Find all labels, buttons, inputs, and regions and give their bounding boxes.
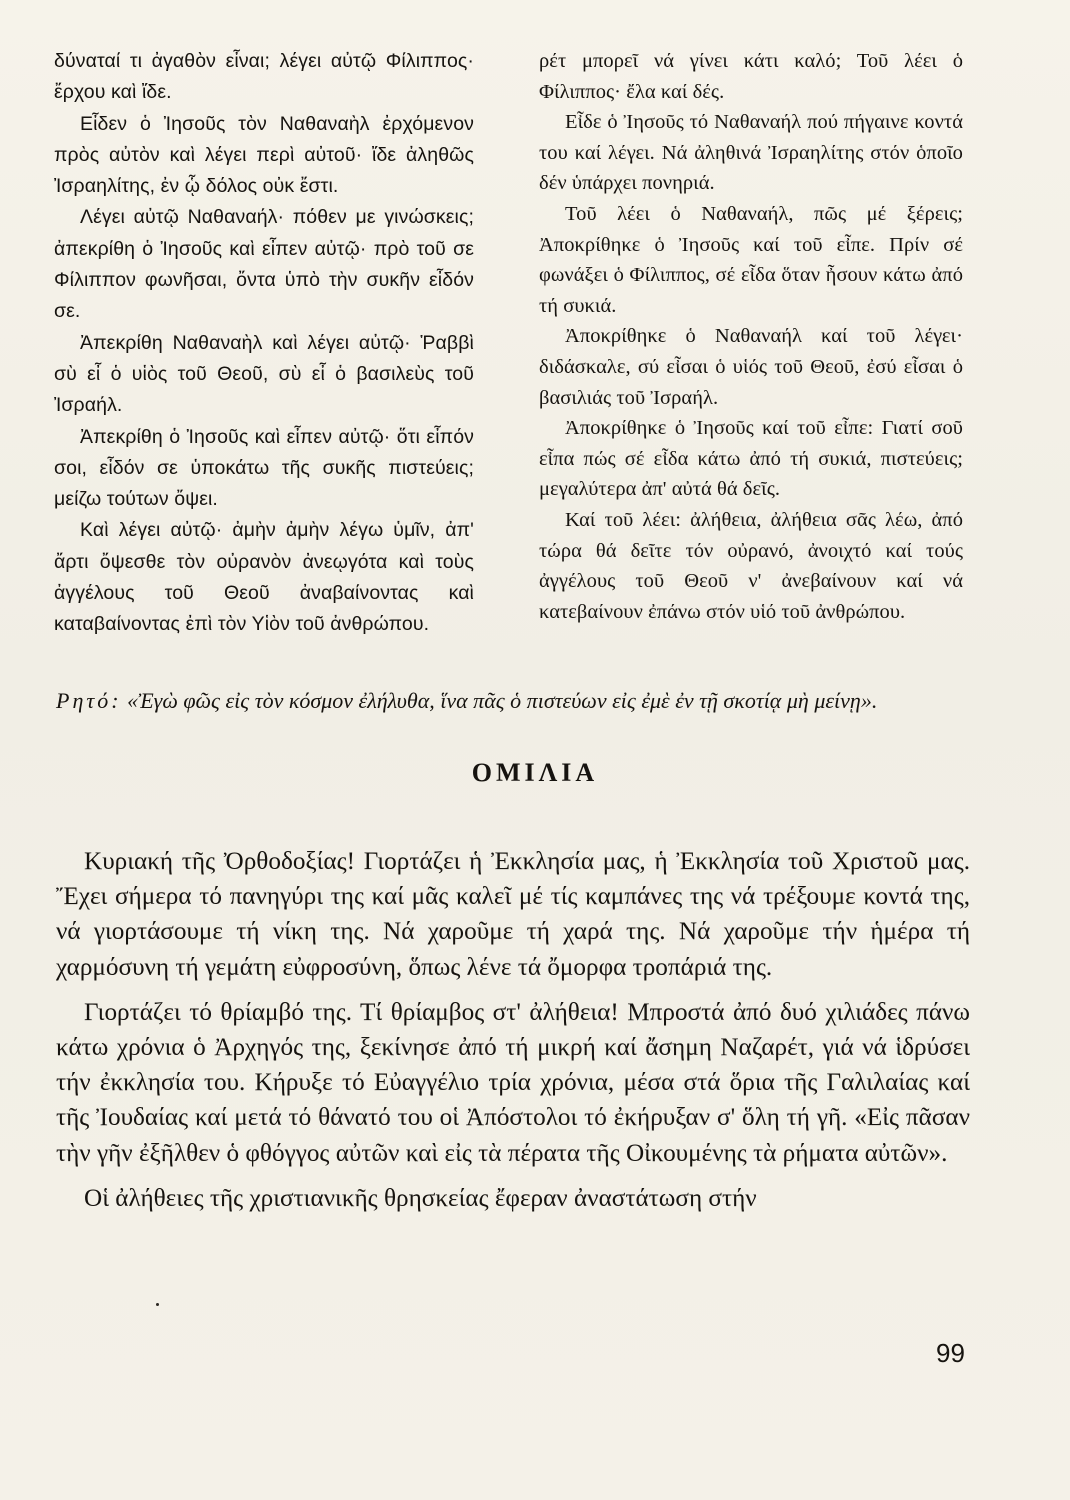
left-paragraph-5: Ἀπεκρίθη ὁ Ἰησοῦς καὶ εἶπεν αὐτῷ· ὅτι εἶπόν σοι, εἶδόν σε ὑποκάτω τῆς συκῆς πιστεύεις; μείζω τούτων ὄψει. (54, 425, 474, 511)
quote-block (56, 684, 956, 718)
left-paragraph-6: Καὶ λέγει αὐτῷ· ἀμὴν ἀμὴν λέγω ὑμῖν, ἀπ' ἄρτι ὄψεσθε τὸν οὐρανὸν ἀνεῳγότα καὶ τοὺς ἀγγέλους τοῦ Θεοῦ ἀναβαίνοντας καὶ καταβαίνοντας ἐπὶ τὸν Υἱὸν τοῦ ἀνθρώπου. (54, 519, 474, 636)
right-column-translation (539, 46, 963, 627)
right-paragraph-3: Τοῦ λέει ὁ Ναθαναήλ, πῶς μέ ξέρεις; Ἀποκρίθηκε ὁ Ἰησοῦς καί τοῦ εἶπε. Πρίν σέ φωνάξει ὁ Φίλιππος, σέ εἶδα ὅταν ἦσουν κάτω ἀπό τή συκιά. (539, 202, 963, 317)
left-paragraph-3: Λέγει αὐτῷ Ναθαναήλ· πόθεν με γινώσκεις; ἀπεκρίθη ὁ Ἰησοῦς καὶ εἶπεν αὐτῷ· πρὸ τοῦ σε Φίλιππον φωνῆσαι, ὄντα ὑπὸ τὴν συκῆν εἶδόν σε. (54, 206, 474, 323)
homily-body (56, 844, 970, 1226)
left-column-original-text (54, 46, 474, 641)
page-number: 99 (936, 1338, 965, 1368)
quote-text: «Ἐγὼ φῶς εἰς τὸν κόσμον ἐλήλυθα, ἵνα πᾶς ὁ πιστεύων εἰς ἐμὲ ἐν τῇ σκοτίᾳ μὴ μείνῃ». (127, 688, 878, 713)
parallel-text-columns (54, 46, 974, 666)
print-speck (156, 1303, 159, 1306)
quote-label: Ρητό: (56, 688, 122, 713)
left-paragraph-4: Ἀπεκρίθη Ναθαναὴλ καὶ λέγει αὐτῷ· Ῥαββὶ σὺ εἶ ὁ υἱὸς τοῦ Θεοῦ, σὺ εἶ ὁ βασιλεὺς τοῦ Ἰσραήλ. (54, 331, 474, 417)
homily-paragraph-2: Γιορτάζει τό θρίαμβό της. Τί θρίαμβος στ' ἀλήθεια! Μπροστά ἀπό δυό χιλιάδες πάνω κάτω χρόνια ὁ Ἀρχηγός της, ξεκίνησε ἀπό τή μικρή καί ἄσημη Ναζαρέτ, γιά νά ἱδρύσει τήν ἐκκλησία του. Κήρυξε τό Εὐαγγέλιο τρία χρόνια, μέσα στά ὅρια τῆς Γαλιλαίας καί τῆς Ἰουδαίας καί μετά τό θάνατό του οἱ Ἀπόστολοι τό ἐκήρυξαν σ' ὅλη τή γῆ. «Εἰς πᾶσαν τὴν γῆν ἐξῆλθεν ὁ φθόγγος αὐτῶν καὶ εἰς τὰ πέρατα τῆς Οἰκουμένης τὰ ρήματα αὐτῶν». (56, 998, 970, 1167)
right-paragraph-4: Ἀποκρίθηκε ὁ Ναθαναήλ καί τοῦ λέγει· διδάσκαλε, σύ εἶσαι ὁ υἱός τοῦ Θεοῦ, ἐσύ εἶσαι ὁ βασιλιάς τοῦ Ἰσραήλ. (539, 325, 963, 409)
right-paragraph-6: Καί τοῦ λέει: ἀλήθεια, ἀλήθεια σᾶς λέω, ἀπό τώρα θά δεῖτε τόν οὐρανό, ἀνοιχτό καί τούς ἀγγέλους τοῦ Θεοῦ ν' ἀνεβαίνουν καί νά κατεβαίνουν ἐπάνω στόν υἱό τοῦ ἀνθρώπου. (539, 508, 963, 623)
left-paragraph-2: Εἶδεν ὁ Ἰησοῦς τὸν Ναθαναὴλ ἐρχόμενον πρὸς αὐτὸν καὶ λέγει περὶ αὐτοῦ· ἴδε ἀληθῶς Ἰσραηλίτης, ἐν ᾧ δόλος οὐκ ἔστι. (54, 112, 474, 198)
section-heading: ΟΜΙΛΙΑ (471, 758, 599, 787)
right-paragraph-2: Εἶδε ὁ Ἰησοῦς τό Ναθαναήλ πού πήγαινε κοντά του καί λέγει. Νά ἀληθινά Ἰσραηλίτης στόν ὁποῖο δέν ὑπάρχει πονηριά. (539, 111, 963, 195)
right-paragraph-5: Ἀποκρίθηκε ὁ Ἰησοῦς καί τοῦ εἶπε: Γιατί σοῦ εἶπα πώς σέ εἶδα κάτω ἀπό τή συκιά, πιστεύεις; μεγαλύτερα ἀπ' αὐτά θά δεῖς. (539, 417, 963, 501)
homily-paragraph-1: Κυριακή τῆς Ὀρθοδοξίας! Γιορτάζει ἡ Ἐκκλησία μας, ἡ Ἐκκλησία τοῦ Χριστοῦ μας. Ἔχει σήμερα τό πανηγύρι της καί μᾶς καλεῖ μέ τίς καμπάνες της νά τρέξουμε κοντά της, νά γιορτάσουμε τή νίκη της. Νά χαροῦμε τή χαρά της. Νά χαροῦμε τήν ἡμέρα τή χαρμόσυνη τή γεμάτη εὐφροσύνη, ὅπως λένε τά ὄμορφα τροπάριά της. (56, 848, 970, 981)
left-paragraph-1: δύναταί τι ἀγαθὸν εἶναι; λέγει αὐτῷ Φίλιππος· ἔρχου καὶ ἴδε. (54, 50, 474, 104)
homily-paragraph-3: Οἱ ἀλήθειες τῆς χριστιανικῆς θρησκείας ἔφεραν ἀναστάτωση στήν (84, 1184, 757, 1212)
right-paragraph-1: ρέτ μπορεῖ νά γίνει κάτι καλό; Τοῦ λέει ὁ Φίλιππος· ἔλα καί δές. (539, 50, 963, 103)
